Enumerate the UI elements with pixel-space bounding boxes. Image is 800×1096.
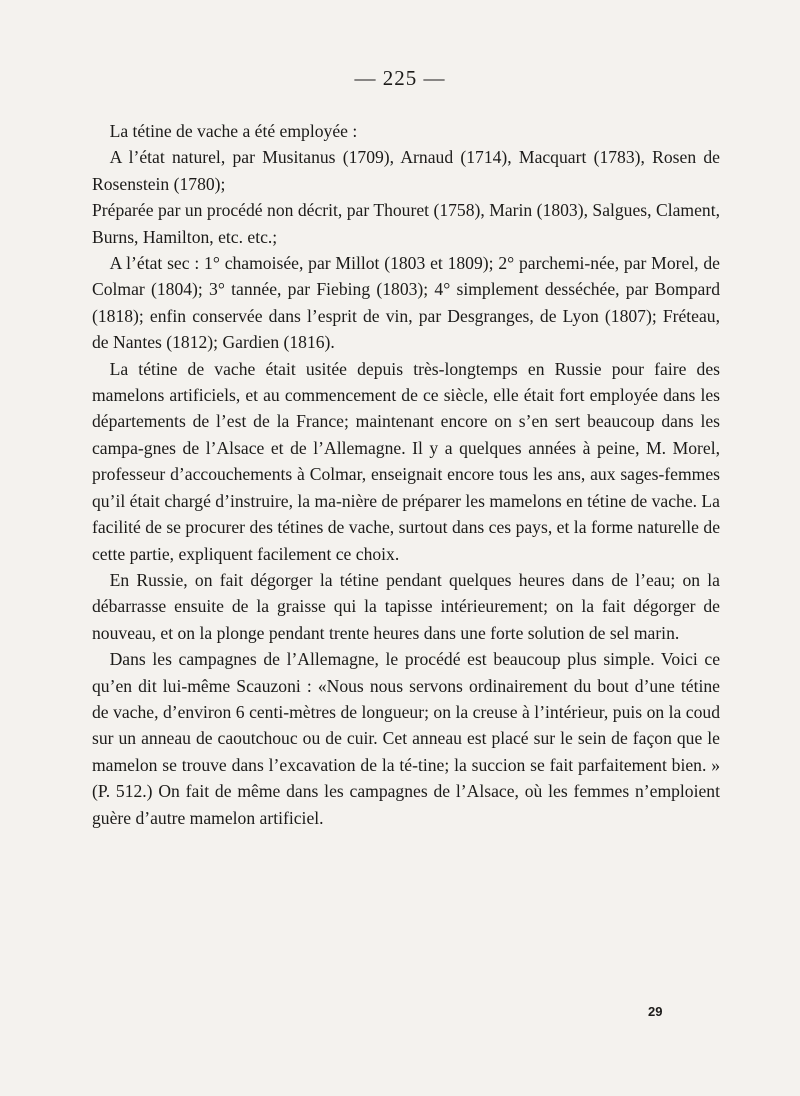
paragraph: A l’état naturel, par Musitanus (1709), Arnaud (1714), Macquart (1783), Rosen de Rosenstein (1780);: [92, 147, 720, 194]
body-text: [92, 118, 720, 831]
paragraph: A l’état sec : 1° chamoisée, par Millot (1803 et 1809); 2° parchemi-née, par Morel, de Colmar (1804); 3° tannée, par Fiebing (1803); 4° simplement desséchée, par Bompard (1818); enfin conservée dans l’esprit de vin, par Desgranges, de Lyon (1807); Fréteau, de Nantes (1812); Gardien (1816).: [92, 253, 720, 353]
paragraph: La tétine de vache était usitée depuis très-longtemps en Russie pour faire des mamelons artificiels, et au commencement de ce siècle, elle était fort employée dans les départements de l’est de la France; maintenant encore on s’en sert beaucoup dans les campa-gnes de l’Alsace et de l’Allemagne. Il y a quelques années à peine, M. Morel, professeur d’accouchements à Colmar, enseignait encore tous les ans, aux sages-femmes qu’il était chargé d’instruire, la ma-nière de préparer les mamelons en tétine de vache. La facilité de se procurer des tétines de vache, surtout dans ces pays, et la forme naturelle de cette partie, expliquent facilement ce choix.: [92, 358, 720, 564]
paragraph: Préparée par un procédé non décrit, par Thouret (1758), Marin (1803), Salgues, Clament, Burns, Hamilton, etc. etc.;: [92, 200, 720, 247]
paragraph: En Russie, on fait dégorger la tétine pendant quelques heures dans de l’eau; on la débarrasse ensuite de la graisse qui la tapisse intérieurement; on la fait dégorger de nouveau, et on la plonge pendant trente heures dans une forte solution de sel marin.: [92, 569, 720, 643]
paragraph: Dans les campagnes de l’Allemagne, le procédé est beaucoup plus simple. Voici ce qu’en dit lui-même Scauzoni : «Nous nous servons ordinairement du bout d’une tétine de vache, d’environ 6 centi-mètres de longueur; on la creuse à l’intérieur, puis on la coud sur un anneau de caoutchouc ou de cuir. Cet anneau est placé sur le sein de façon que le mamelon se trouve dans l’excavation de la té-tine; la succion se fait parfaitement bien. » (P. 512.) On fait de même dans les campagnes de l’Alsace, où les femmes n’emploient guère d’autre mamelon artificiel.: [92, 649, 720, 828]
paragraph: La tétine de vache a été employée :: [109, 121, 358, 141]
signature-mark: 29: [648, 1004, 663, 1019]
page-number-header: — 225 —: [354, 66, 446, 90]
